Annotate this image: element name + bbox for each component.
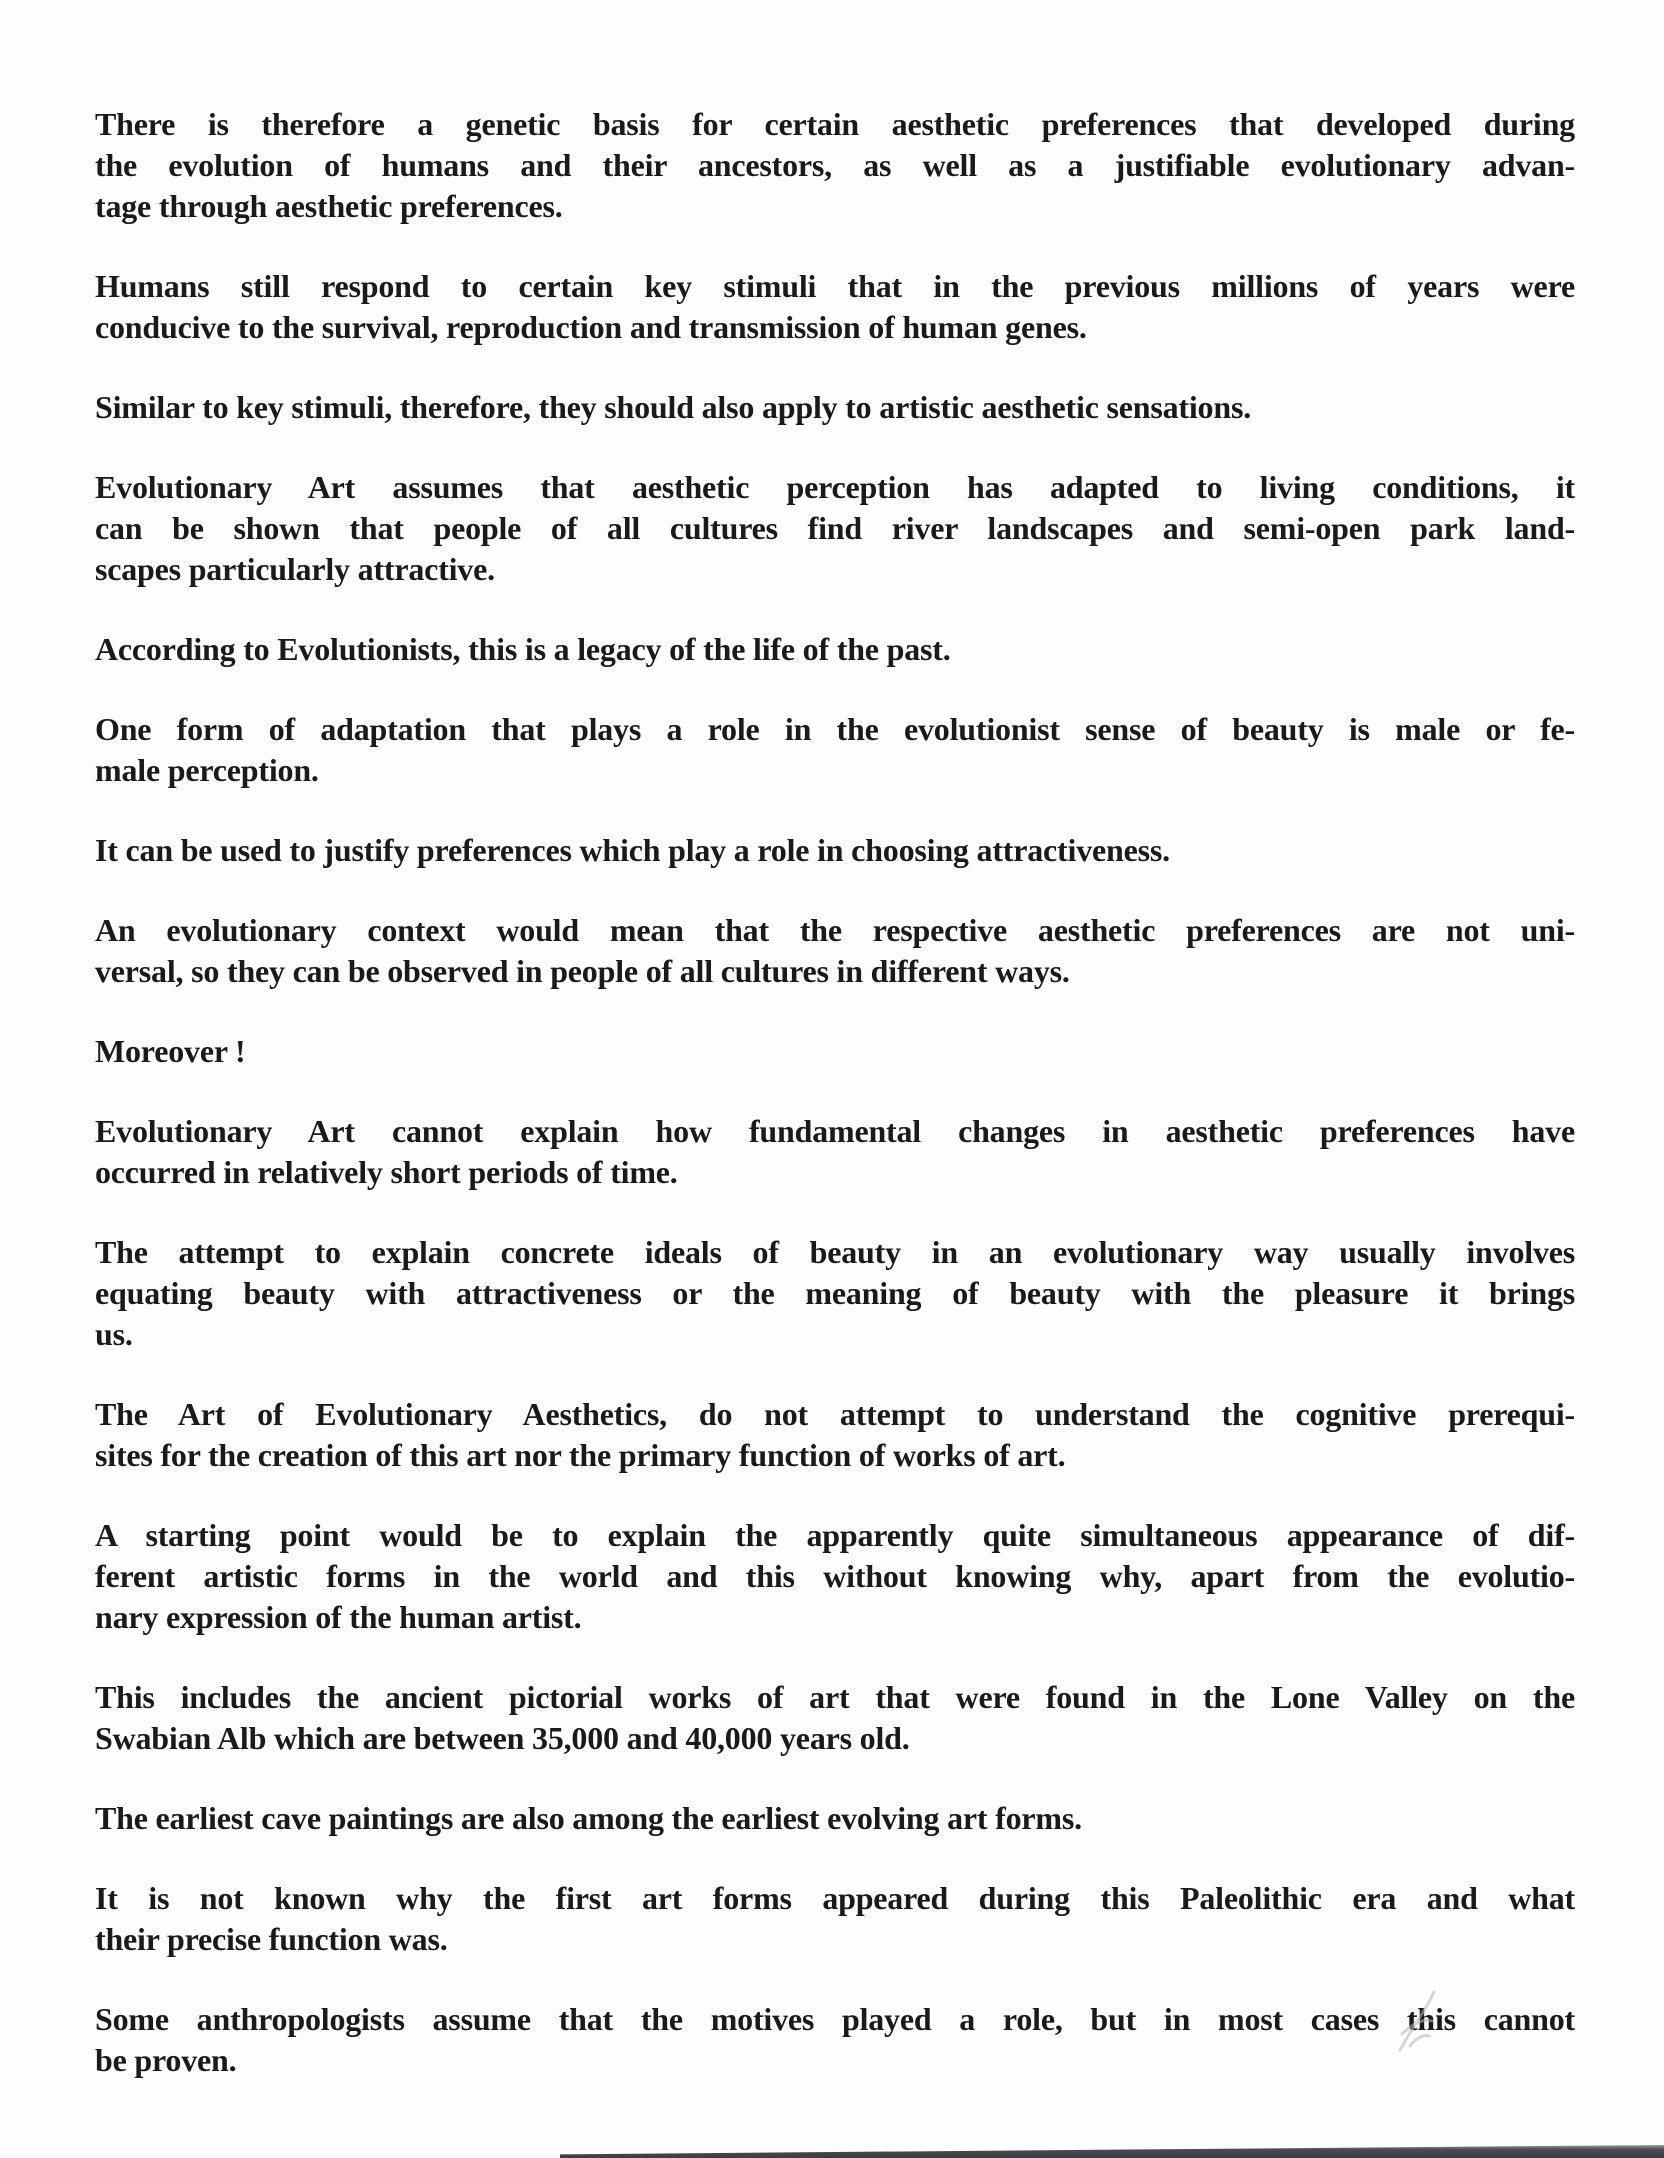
text-line: can be shown that people of all cultures find river landscapes and semi-open park land- (95, 510, 1575, 546)
text-line: versal, so they can be observed in people of all cultures in different ways. (95, 953, 1070, 989)
paragraph (95, 467, 1575, 590)
text-line: ferent artistic forms in the world and this without knowing why, apart from the evolutio- (95, 1558, 1575, 1594)
paragraph (95, 1394, 1575, 1476)
text-line: tage through aesthetic preferences. (95, 188, 563, 224)
text-line: equating beauty with attractiveness or the meaning of beauty with the pleasure it brings (95, 1275, 1575, 1311)
text-line: The earliest cave paintings are also among the earliest evolving art forms. (95, 1800, 1082, 1836)
text-line: Some anthropologists assume that the motives played a role, but in most cases this cannot (95, 2001, 1575, 2037)
text-line: It is not known why the first art forms appeared during this Paleolithic era and what (95, 1880, 1575, 1916)
paragraph (95, 910, 1575, 992)
text-line: occurred in relatively short periods of time. (95, 1154, 678, 1190)
paragraph (95, 1232, 1575, 1355)
text-line: Similar to key stimuli, therefore, they should also apply to artistic aesthetic sensations. (95, 389, 1252, 425)
text-line: Evolutionary Art assumes that aesthetic perception has adapted to living conditions, it (95, 469, 1575, 505)
text-line: A starting point would be to explain the apparently quite simultaneous appearance of dif- (95, 1517, 1575, 1553)
text-line: us. (95, 1316, 133, 1352)
scan-edge-bar (560, 2145, 1664, 2158)
paragraph (95, 1677, 1575, 1759)
text-line: conducive to the survival, reproduction and transmission of human genes. (95, 309, 1087, 345)
text-line: sites for the creation of this art nor the primary function of works of art. (95, 1437, 1066, 1473)
text-line: Evolutionary Art cannot explain how fundamental changes in aesthetic preferences have (95, 1113, 1575, 1149)
paragraph (95, 1031, 1575, 1072)
paragraph (95, 266, 1575, 348)
text-line: nary expression of the human artist. (95, 1599, 582, 1635)
text-line: The attempt to explain concrete ideals of beauty in an evolutionary way usually involves (95, 1234, 1575, 1270)
text-line: There is therefore a genetic basis for certain aesthetic preferences that developed during (95, 106, 1575, 142)
paragraph (95, 1878, 1575, 1960)
paragraph (95, 1515, 1575, 1638)
text-line: An evolutionary context would mean that the respective aesthetic preferences are not uni- (95, 912, 1575, 948)
text-line: be proven. (95, 2042, 237, 2078)
text-line: Humans still respond to certain key stimuli that in the previous millions of years were (95, 268, 1575, 304)
text-line: According to Evolutionists, this is a legacy of the life of the past. (95, 631, 951, 667)
text-line: The Art of Evolutionary Aesthetics, do not attempt to understand the cognitive prerequi- (95, 1396, 1575, 1432)
text-line: It can be used to justify preferences which play a role in choosing attractiveness. (95, 832, 1170, 868)
paragraph (95, 629, 1575, 670)
paragraph (95, 709, 1575, 791)
text-line: their precise function was. (95, 1921, 448, 1957)
paragraph (95, 1798, 1575, 1839)
text-line: One form of adaptation that plays a role in the evolutionist sense of beauty is male or fe- (95, 711, 1575, 747)
text-line: scapes particularly attractive. (95, 551, 495, 587)
paragraph (95, 104, 1575, 227)
paragraph (95, 1999, 1575, 2081)
text-line: This includes the ancient pictorial works of art that were found in the Lone Valley on the (95, 1679, 1575, 1715)
pencil-smudge-artifact (1382, 1988, 1472, 2058)
text-line: the evolution of humans and their ancestors, as well as a justifiable evolutionary advan- (95, 147, 1575, 183)
text-line: male perception. (95, 752, 319, 788)
paragraph (95, 830, 1575, 871)
text-block (95, 104, 1575, 2120)
text-line: Moreover ! (95, 1033, 246, 1069)
paragraph (95, 387, 1575, 428)
text-line: Swabian Alb which are between 35,000 and 40,000 years old. (95, 1720, 910, 1756)
paragraph (95, 1111, 1575, 1193)
